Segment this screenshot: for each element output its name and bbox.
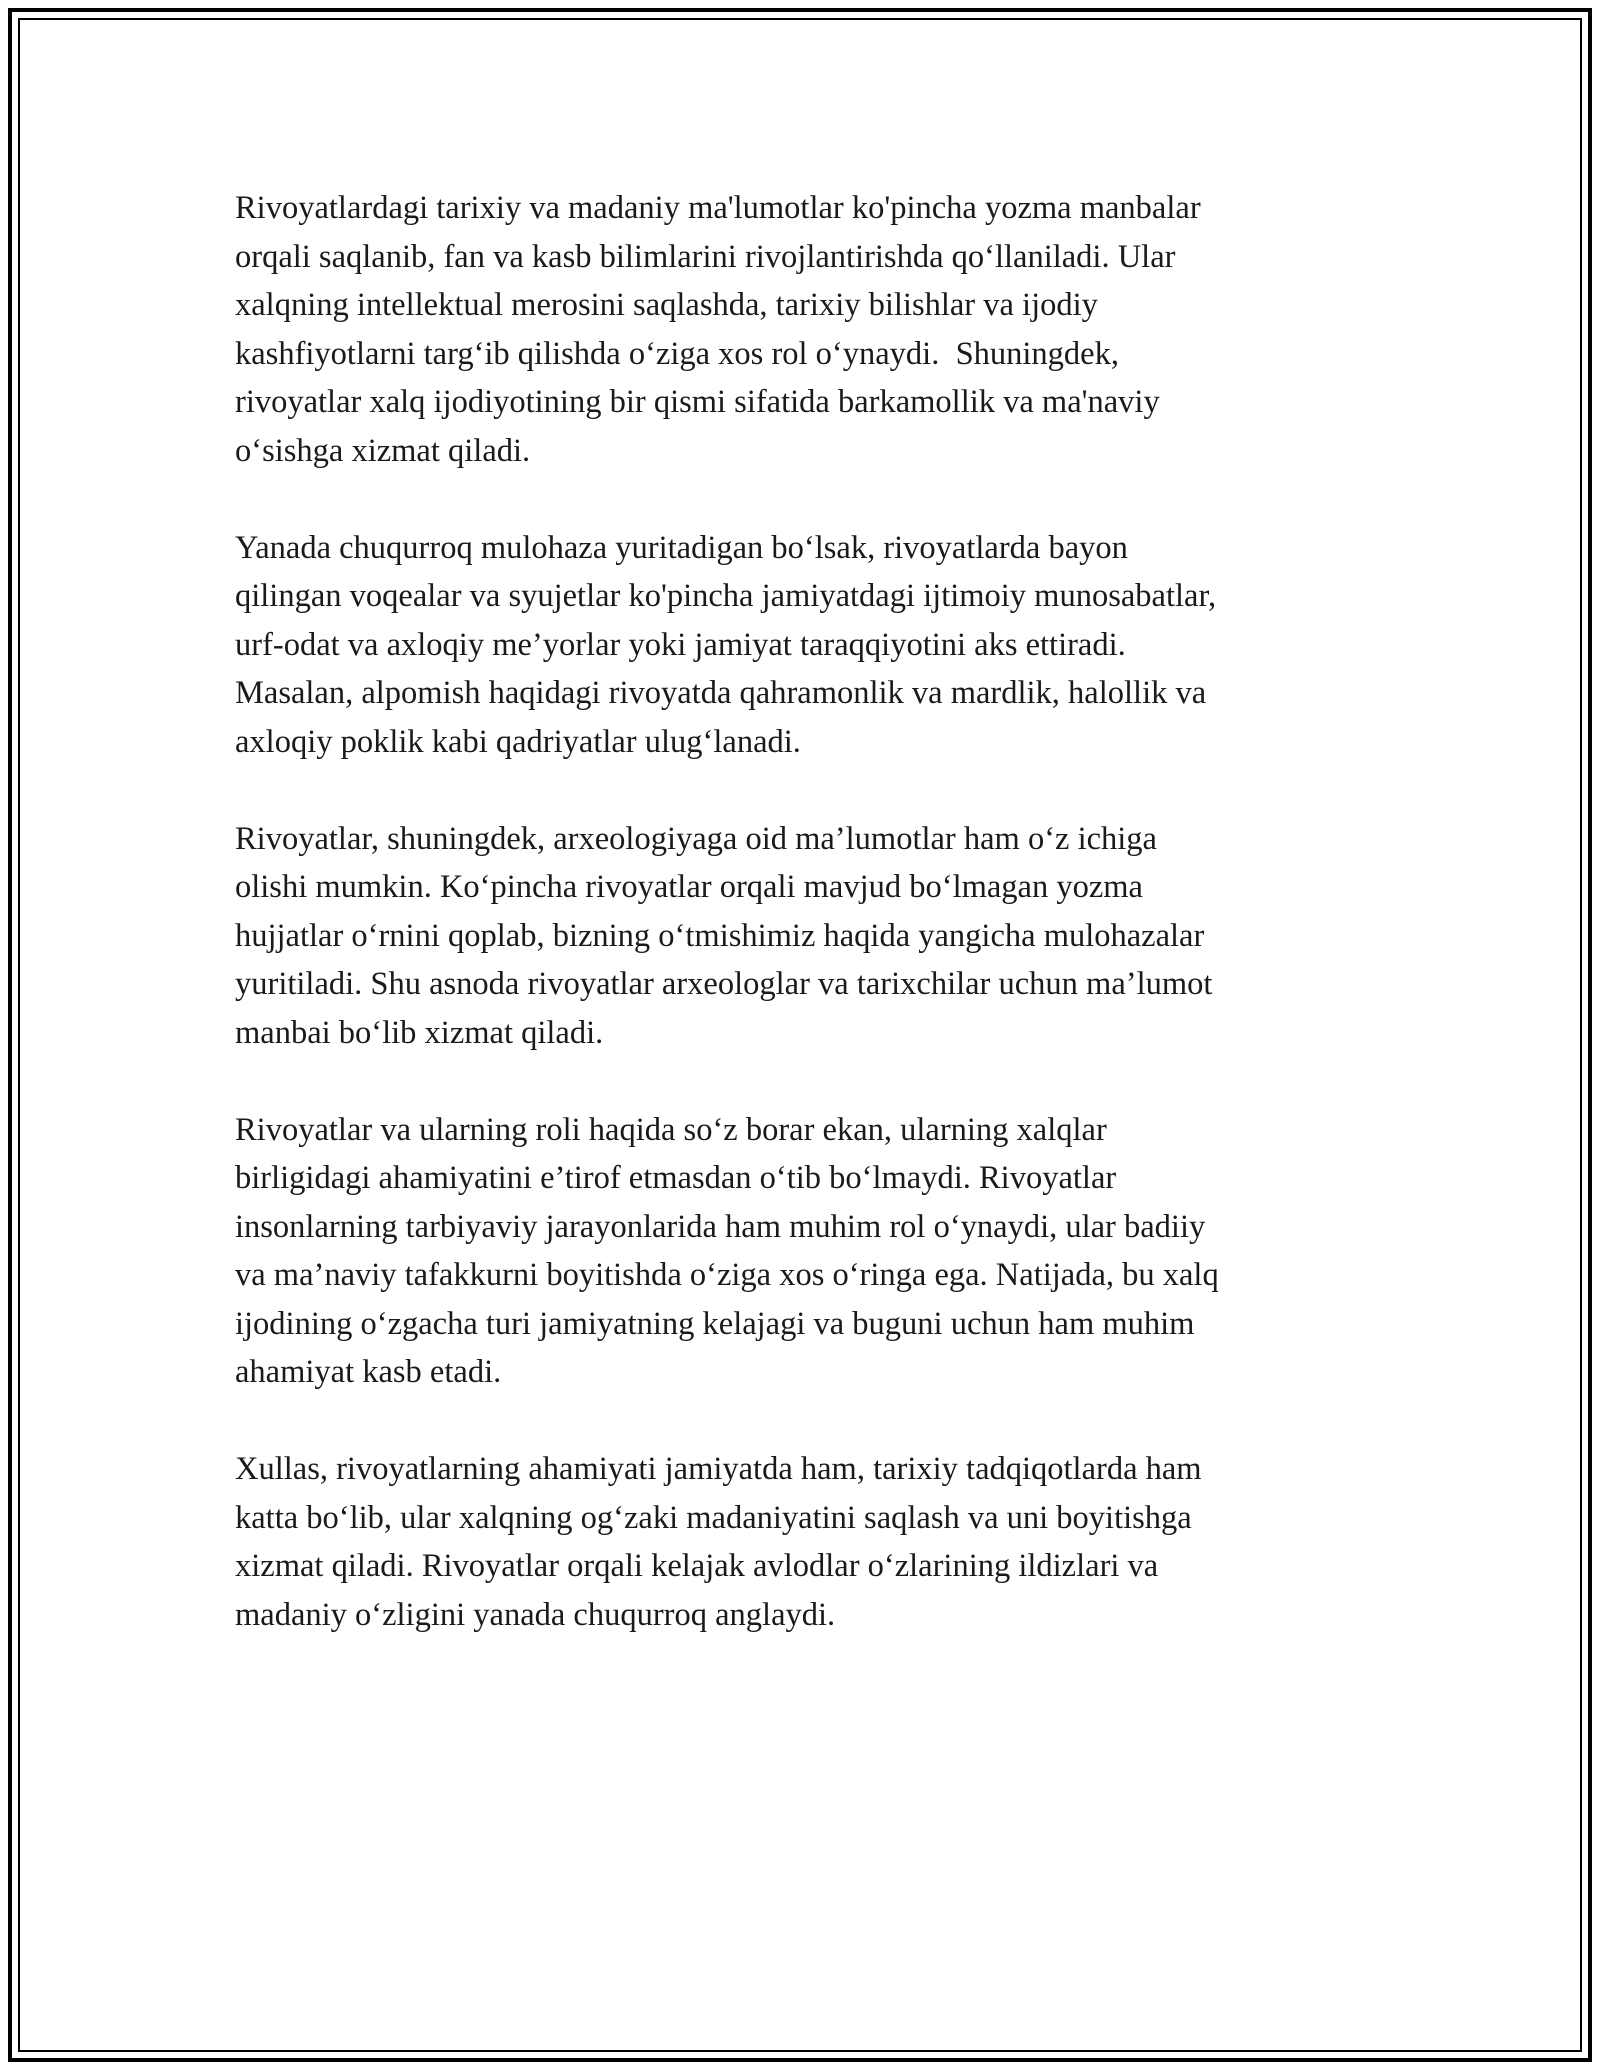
- text-line: yuritiladi. Shu asnoda rivoyatlar arxeologlar va tarixchilar uchun ma’lumot: [235, 966, 1213, 1002]
- text-line: Masalan, alpomish haqidagi rivoyatda qahramonlik va mardlik, halollik va: [235, 675, 1207, 711]
- paragraph-1: [235, 184, 1365, 475]
- text-line: rivoyatlar xalq ijodiyotining bir qismi sifatida barkamollik va ma'naviy: [235, 384, 1160, 420]
- paragraph-3: [235, 815, 1365, 1058]
- paragraph-5: [235, 1445, 1365, 1639]
- text-line: xizmat qiladi. Rivoyatlar orqali kelajak avlodlar o‘zlarining ildizlari va: [235, 1548, 1159, 1584]
- paragraph-2: [235, 524, 1365, 767]
- text-line: kashfiyotlarni targ‘ib qilishda o‘ziga xos rol o‘ynaydi. Shuningdek,: [235, 335, 1119, 372]
- text-line: Rivoyatlar va ularning roli haqida so‘z borar ekan, ularning xalqlar: [235, 1111, 1107, 1148]
- text-line: birligidagi ahamiyatini e’tirof etmasdan o‘tib bo‘lmaydi. Rivoyatlar: [235, 1160, 1117, 1196]
- text-line: katta bo‘lib, ular xalqning og‘zaki madaniyatini saqlash va uni boyitishga: [235, 1499, 1192, 1536]
- text-line: va ma’naviy tafakkurni boyitishda o‘ziga xos o‘ringa ega. Natijada, bu xalq: [235, 1257, 1219, 1293]
- document-body: [235, 184, 1365, 1688]
- text-line: manbai bo‘lib xizmat qiladi.: [235, 1014, 604, 1051]
- text-line: orqali saqlanib, fan va kasb bilimlarini rivojlantirishda qo‘llaniladi. Ular: [235, 238, 1176, 275]
- text-line: Xullas, rivoyatlarning ahamiyati jamiyatda ham, tarixiy tadqiqotlarda ham: [235, 1451, 1202, 1487]
- text-line: qilingan voqealar va syujetlar ko'pincha jamiyatdagi ijtimoiy munosabatlar,: [235, 578, 1217, 614]
- text-line: Rivoyatlar, shuningdek, arxeologiyaga oid ma’lumotlar ham o‘z ichiga: [235, 820, 1157, 857]
- text-line: Yanada chuqurroq mulohaza yuritadigan bo‘lsak, rivoyatlarda bayon: [235, 529, 1128, 566]
- paragraph-4: [235, 1106, 1365, 1397]
- text-line: ahamiyat kasb etadi.: [235, 1354, 502, 1390]
- text-line: axloqiy poklik kabi qadriyatlar ulug‘lanadi.: [235, 723, 801, 760]
- text-line: madaniy o‘zligini yanada chuqurroq anglaydi.: [235, 1596, 836, 1633]
- text-line: hujjatlar o‘rnini qoplab, bizning o‘tmishimiz haqida yangicha mulohazalar: [235, 917, 1205, 954]
- text-line: Rivoyatlardagi tarixiy va madaniy ma'lumotlar ko'pincha yozma manbalar: [235, 190, 1201, 226]
- text-line: ijodining o‘zgacha turi jamiyatning kelajagi va buguni uchun ham muhim: [235, 1305, 1195, 1342]
- text-line: insonlarning tarbiyaviy jarayonlarida ham muhim rol o‘ynaydi, ular badiiy: [235, 1208, 1206, 1245]
- text-line: urf-odat va axloqiy me’yorlar yoki jamiyat taraqqiyotini aks ettiradi.: [235, 626, 1126, 663]
- text-line: o‘sishga xizmat qiladi.: [235, 432, 531, 469]
- text-line: xalqning intellektual merosini saqlashda, tarixiy bilishlar va ijodiy: [235, 287, 1098, 323]
- text-line: olishi mumkin. Ko‘pincha rivoyatlar orqali mavjud bo‘lmagan yozma: [235, 869, 1143, 905]
